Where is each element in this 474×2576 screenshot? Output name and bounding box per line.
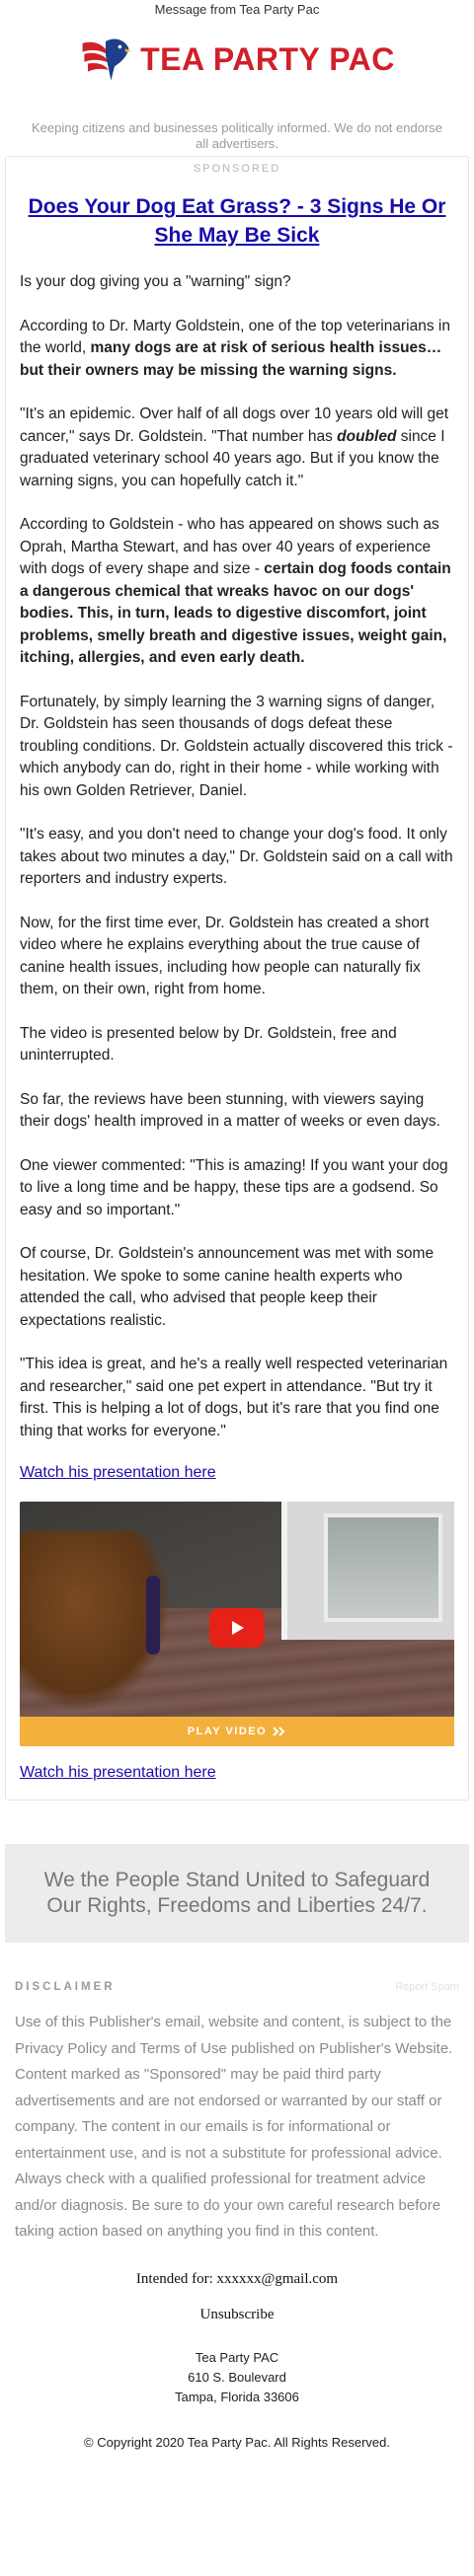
eagle-logo-icon bbox=[79, 33, 132, 86]
liberty-banner: We the People Stand United to Safeguard Our Rights, Freedoms and Liberties 24/7. bbox=[5, 1844, 469, 1943]
paragraph-text: Fortunately, by simply learning the 3 warning signs of danger, Dr. Goldstein has seen thousands of dogs defeat these troubling conditions. Dr. Goldstein actually discovered this trick - which anybody can do, right in their home - while working with his own Golden Retriever, Daniel. bbox=[20, 693, 453, 799]
paragraph-bold: certain dog foods contain a dangerous chemical that wreaks havoc on our dogs' bodies. This, in turn, leads to digestive discomfort, joint problems, smelly breath and digestive issues, weight gain, itching, allergies, and even early death. bbox=[20, 560, 451, 666]
paragraph bbox=[20, 692, 454, 803]
address-city: Tampa, Florida 33606 bbox=[175, 2389, 299, 2404]
play-video-label: PLAY VIDEO bbox=[187, 1726, 268, 1737]
paragraph bbox=[20, 824, 454, 891]
video-thumbnail[interactable] bbox=[20, 1502, 454, 1746]
paragraph-emphasis: doubled bbox=[337, 427, 397, 445]
brand-logo[interactable] bbox=[0, 18, 474, 101]
footer bbox=[0, 2245, 474, 2471]
watch-presentation-link-bottom[interactable]: Watch his presentation here bbox=[20, 1764, 216, 1781]
paragraph bbox=[20, 316, 454, 383]
mailing-address bbox=[0, 2344, 474, 2407]
double-chevron-right-icon bbox=[273, 1727, 286, 1736]
address-street: 610 S. Boulevard bbox=[188, 2369, 286, 2385]
intended-for: Intended for: xxxxxx@gmail.com bbox=[135, 2270, 339, 2287]
paragraph-text: So far, the reviews have been stunning, with viewers saying their dogs' health improved in a matter of weeks or even days. bbox=[20, 1090, 440, 1130]
paragraph bbox=[20, 1089, 454, 1134]
message-from: Message from Tea Party Pac bbox=[154, 2, 320, 17]
address-org: Tea Party PAC bbox=[195, 2349, 279, 2365]
paragraph-text: "This idea is great, and he's a really well respected veterinarian and researcher," said one pet expert in attendance. "But try it first. This is helping a lot of dogs, but it's rare that you find one thing that works for everyone." bbox=[20, 1356, 448, 1439]
paragraph-bold: many dogs are at risk of serious health issues… but their owners may be missing the warning signs. bbox=[20, 339, 442, 379]
paragraph-text: "It's easy, and you don't need to change your dog's food. It only takes about two minutes a day," Dr. Goldstein said on a call with reporters and industry experts. bbox=[20, 826, 453, 887]
disclaimer-header bbox=[15, 1970, 459, 2004]
paragraph bbox=[20, 1023, 454, 1067]
paragraph bbox=[20, 1155, 454, 1222]
disclaimer-text: Use of this Publisher's email, website and content, is subject to the Privacy Policy and Terms of Use published on Publisher's Website. Content marked as "Sponsored" may be paid third party advertisements and are not endorsed or warranted by our staff or company. The content in our emails is for informational or entertainment use, and is not a substitute for professional advice. Always check with a qualified professional for treatment advice and/or diagnosis. Be sure to do your own careful research before taking action based on anything you find in this content. bbox=[15, 2014, 453, 2240]
play-icon bbox=[228, 1619, 246, 1637]
paragraph-text: According to Dr. Marty Goldstein, one of the top veterinarians in the world, bbox=[20, 317, 450, 356]
watch-presentation-link-top[interactable]: Watch his presentation here bbox=[20, 1464, 216, 1481]
paragraph-text: The video is presented below by Dr. Goldstein, free and uninterrupted. bbox=[20, 1024, 397, 1064]
article-body bbox=[20, 271, 454, 1782]
disclaimer-section bbox=[0, 1943, 474, 2245]
paragraph bbox=[20, 514, 454, 670]
play-button[interactable] bbox=[209, 1608, 265, 1648]
video-window bbox=[281, 1502, 454, 1640]
disclaimer-title: DISCLAIMER bbox=[15, 1981, 116, 1993]
video-dog-collar bbox=[146, 1576, 160, 1655]
sponsored-label: SPONSORED bbox=[193, 163, 281, 175]
paragraph bbox=[20, 271, 454, 294]
paragraph-text: Now, for the first time ever, Dr. Goldstein has created a short video where he explains everything about the true cause of canine health issues, including how people can naturally fix them, on their own, right from home. bbox=[20, 914, 430, 997]
paragraph bbox=[20, 1354, 454, 1442]
paragraph-text: since I graduated veterinary school 40 years ago. But if you know the warning signs, you can hopefully catch it." bbox=[20, 427, 445, 489]
report-spam-link[interactable]: Report Spam bbox=[395, 1981, 459, 1993]
paragraph-text: "It's an epidemic. Over half of all dogs over 10 years old will get cancer," says Dr. Goldstein. "That number has bbox=[20, 405, 449, 445]
play-video-bar[interactable] bbox=[20, 1717, 454, 1746]
tagline: Keeping citizens and businesses politically informed. We do not endorse all advertisers. bbox=[32, 120, 442, 151]
paragraph bbox=[20, 913, 454, 1001]
paragraph-text: According to Goldstein - who has appeared on shows such as Oprah, Martha Stewart, and has over 40 years of experience with dogs of every shape and size - bbox=[20, 516, 439, 577]
paragraph bbox=[20, 404, 454, 492]
logo-text: TEA PARTY PAC bbox=[140, 40, 395, 77]
sponsored-article bbox=[5, 156, 469, 1801]
paragraph bbox=[20, 1243, 454, 1332]
paragraph-text: Is your dog giving you a "warning" sign? bbox=[20, 273, 291, 290]
paragraph-text: One viewer commented: "This is amazing! If you want your dog to live a long time and be happy, these tips are a godsend. So easy and so important." bbox=[20, 1156, 448, 1218]
unsubscribe-link[interactable]: Unsubscribe bbox=[199, 2306, 275, 2322]
copyright: © Copyright 2020 Tea Party Pac. All Rights Reserved. bbox=[84, 2434, 390, 2450]
paragraph-text: Of course, Dr. Goldstein's announcement was met with some hesitation. We spoke to some canine health experts who attended the call, who advised that people keep their expectations realistic. bbox=[20, 1245, 434, 1329]
article-headline-link[interactable]: Does Your Dog Eat Grass? - 3 Signs He Or She May Be Sick bbox=[28, 195, 446, 247]
